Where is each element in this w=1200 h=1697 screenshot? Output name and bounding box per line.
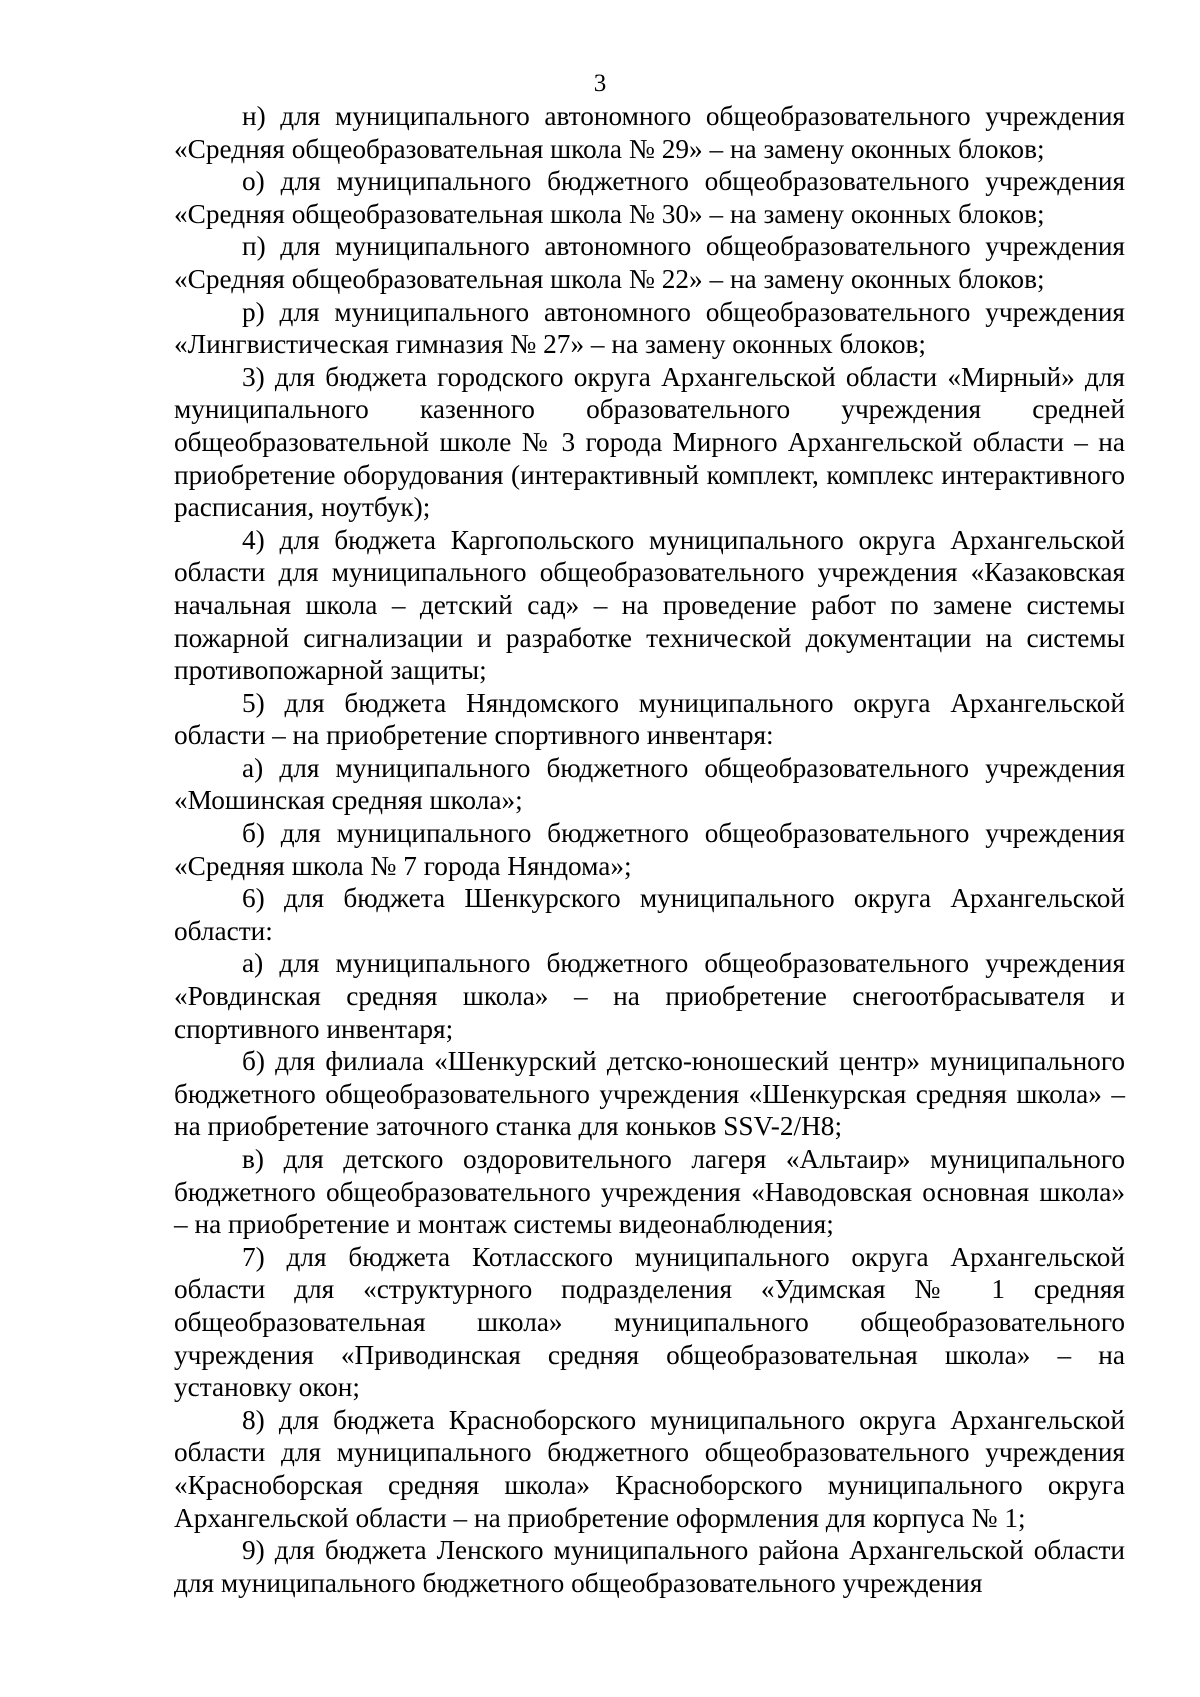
paragraph-5-nyandoma: 5) для бюджета Няндомского муниципального округа Архангельской области – на приобретение спортивного инвентаря: [174, 687, 1125, 751]
paragraph-6v-altair-camp: в) для детского оздоровительного лагеря «Альтаир» муниципального бюджетного общеобразовательного учреждения «Наводовская основная школа» – на приобретение и монтаж системы видеонаблюдения; [174, 1144, 1125, 1240]
paragraph-6a-rovdinskaya: а) для муниципального бюджетного общеобразовательного учреждения «Ровдинская средняя школа» – на приобретение снегоотбрасывателя и спортивного инвентаря; [174, 948, 1125, 1044]
paragraph-n-school-29: н) для муниципального автономного общеобразовательного учреждения «Средняя общеобразовательная школа № 29» – на замену оконных блоков; [174, 101, 1125, 164]
paragraph-6b-shenkursk-youth-center: б) для филиала «Шенкурский детско-юношеский центр» муниципального бюджетного общеобразовательного учреждения «Шенкурская средняя школа» – на приобретение заточного станка для коньков SSV-2/H8; [174, 1046, 1125, 1142]
paragraph-8-krasnoborsk: 8) для бюджета Красноборского муниципального округа Архангельской области для муниципального бюджетного общеобразовательного учреждения «Красноборская средняя школа» Красноборского муниципального округа Архангельской области – на приобретение оформления для корпуса № 1; [174, 1404, 1125, 1533]
paragraph-9-lensky: 9) для бюджета Ленского муниципального района Архангельской области для муниципального бюджетного общеобразовательного учреждения [174, 1535, 1125, 1598]
paragraph-5a-moshinskaya: а) для муниципального бюджетного общеобразовательного учреждения «Мошинская средняя школа»; [174, 752, 1125, 816]
paragraph-o-school-30: о) для муниципального бюджетного общеобразовательного учреждения «Средняя общеобразовательная школа № 30» – на замену оконных блоков; [174, 166, 1125, 229]
paragraph-3-mirny: 3) для бюджета городского округа Архангельской области «Мирный» для муниципального казенного образовательного учреждения средней общеобразовательной школе № 3 города Мирного Архангельской области – на приобретение оборудования (интерактивный комплект, комплекс интерактивного расписания, ноутбук); [174, 361, 1125, 523]
document-body [174, 100, 1125, 1599]
paragraph-6-shenkursk: 6) для бюджета Шенкурского муниципального округа Архангельской области: [174, 883, 1125, 946]
paragraph-r-gymnasium-27: р) для муниципального автономного общеобразовательного учреждения «Лингвистическая гимназия № 27» – на замену оконных блоков; [174, 296, 1125, 360]
page-number: 3 [593, 70, 607, 97]
paragraph-p-school-22: п) для муниципального автономного общеобразовательного учреждения «Средняя общеобразовательная школа № 22» – на замену оконных блоков; [174, 231, 1125, 294]
paragraph-7-kotlas: 7) для бюджета Котласского муниципального округа Архангельской области для «структурного подразделения «Удимская № 1 средняя общеобразовательная школа» муниципального общеобразовательного учреждения «Приводинская средняя общеобразовательная школа» – на установку окон; [174, 1241, 1125, 1403]
paragraph-5b-nyandoma-school-7: б) для муниципального бюджетного общеобразовательного учреждения «Средняя школа № 7 города Няндома»; [174, 818, 1125, 881]
paragraph-4-kargopol: 4) для бюджета Каргопольского муниципального округа Архангельской области для муниципального общеобразовательного учреждения «Казаковская начальная школа – детский сад» – на проведение работ по замене системы пожарной сигнализации и разработке технической документации на системы противопожарной защиты; [174, 524, 1125, 686]
